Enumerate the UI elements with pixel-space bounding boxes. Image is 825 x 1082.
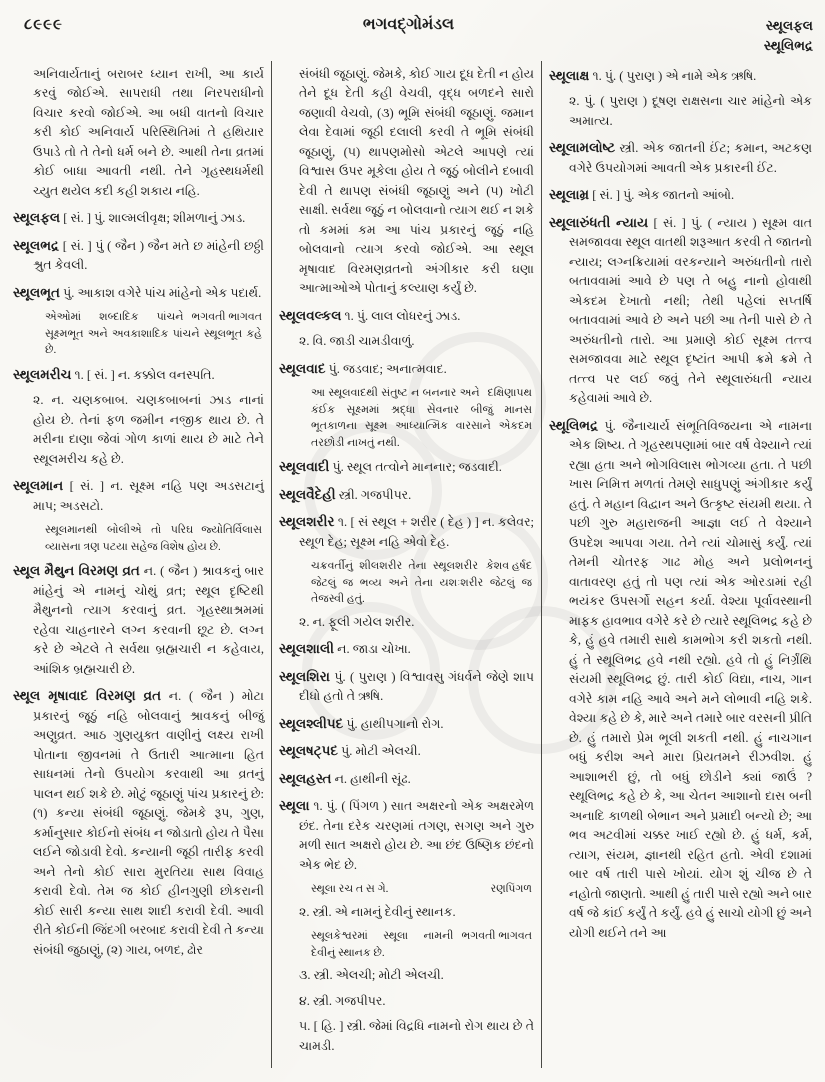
entry-definition: સ્ત્રી. એક જાતની ઈંટ; કમાન, અટકણ વગેરે ઉપયોગમાં આવતી એક પ્રકારની ઈંટ. [569, 141, 812, 175]
sense-item [279, 1017, 534, 1056]
paragraph-text: ૪. સ્ત્રી. ગજપીપર. [299, 993, 386, 1008]
column-2 [272, 61, 542, 1069]
dictionary-entry [279, 358, 534, 380]
folio-keywords [683, 16, 813, 57]
dictionary-entry [13, 560, 264, 679]
entry-headword: સ્થૂલિભદ્ર [549, 417, 599, 433]
entry-headword: સ્થૂલફલ [13, 210, 61, 225]
sense-item [279, 992, 534, 1012]
entry-headword: સ્થૂલ મૃષાવાદ વિરમણ વ્રત [13, 688, 162, 703]
entry-headword: સ્થૂલ મૈથુન વિરમણ વ્રત [13, 563, 140, 578]
page-number: ૮૯૯૯ [24, 17, 63, 33]
quote-text: સ્થૂલમાનથી બોલીએ તો પરિઘ વ્યાસના ત્રણ પટયા સહેજ વિશેષ હોય છે. [45, 524, 221, 553]
entry-headword: સ્થૂલા [279, 798, 310, 813]
dictionary-entry [13, 235, 264, 276]
paragraph-text: ૩. સ્ત્રી. એલચી; મોટી એલચી. [299, 968, 444, 982]
entry-headword: સ્થૂલવાદી [279, 459, 330, 474]
quote-text: આ સ્થૂલવાદથી સંતુષ્ટ ન બનનાર અને કંઈક સૂક્ષ્મમાં શ્રદ્ધા સેવનાર બીજું માનસ ભૂતકાળના સૂક્ષ્મ આધ્યાત્મિક વારસાને એકદમ તરછોડી નાખતું નથી. [311, 387, 532, 449]
paragraph-text: ૨. સ્ત્રી. એ નામનું દેવીનું સ્થાનક. [299, 904, 456, 919]
folio-keyword-bottom: સ્થૂલિભદ્ર [763, 38, 813, 54]
entry-headword: સ્થૂલશાલી [279, 641, 335, 656]
entry-headword: સ્થૂલામલોષ્ટ [549, 140, 616, 155]
continuation-text [13, 65, 264, 202]
dictionary-entry [13, 364, 264, 386]
dictionary-entry [549, 184, 812, 206]
text-columns [0, 59, 825, 1069]
quote-source: રણપિંગળ [490, 883, 532, 895]
dictionary-entry [279, 305, 534, 327]
entry-headword: સ્થૂલશરીર [279, 514, 335, 529]
entry-headword: સ્થૂલામ્ર [549, 187, 590, 202]
dictionary-entry [279, 511, 534, 552]
paragraph-text: ૨. ન. ચણકબાબ. ચણકબાબનાં ઝાડ નાનાં હોય છે. તેનાં ફળ જમીન નજીક થાય છે. તે મરીના દાણા જેવાં ગોળ કાળાં થાય છે માટે તેને સ્થૂલમરીચ કહે છે. [33, 393, 264, 466]
entry-headword: સ્થૂલવલ્કલ [279, 307, 342, 323]
quote-text: ચક્રવર્તીનું શીલશરીર તેના સ્થૂલશરીર જેટલું જ ભવ્ય અને તેના યશઃશરીર જેટલું જ તેજસ્વી હતું. [311, 560, 532, 605]
entry-headword: સ્થૂલવૈદેહી [279, 486, 336, 502]
entry-definition: ન. હાથીની સૂંઢ. [334, 771, 411, 786]
dictionary-entry [549, 415, 812, 944]
column-1 [6, 61, 272, 1069]
sense-item [279, 613, 534, 633]
citation-quote [279, 385, 534, 451]
column-3 [542, 61, 819, 1069]
entry-definition: [ સં. ] પું. શાલ્મલીવૃક્ષ; શીમળાનું ઝાડ. [63, 211, 246, 225]
citation-quote [13, 522, 264, 555]
entry-headword: સ્થૂલવાદ [279, 360, 326, 376]
entry-headword: સ્થૂલભદ્ર [13, 237, 60, 253]
entry-definition: પું. જૈનાચાર્ય સંભૂતિવિજયના એ નામના એક શિષ્ય. તે ગૃહસ્થપણામાં બાર વર્ષ વેશ્યાને ત્યાં રહ્યા હતા અને ભોગવિલાસ ભોગવ્યા હતા. તે પછી ખાસ નિમિત્ત મળતાં તેમણે સાધુપણું અંગીકાર કર્યું હતું. તે મહાન વિદ્વાન અને ઉત્કૃષ્ટ સંયમી થયા. તે પછી ગુરુ મહારાજની આજ્ઞા લઈ તે વેશ્યાને ઉપદેશ આપવા ગયા. તેને ત્યાં ચોમાસું કર્યું. ત્યાં તેમની ચોતરફ ગાઢ મોહ અને પ્રલોભનનું વાતાવરણ હતું તો પણ ત્યાં એક ઓરડામાં રહી ભયંકર ઉપસર્ગો સહન કર્યા. વેશ્યા પૂર્વાવસ્થાની માફક હાવભાવ વગેરે કરે છે ત્યારે સ્થૂલિભદ્ર કહે છે કે, હું હવે તમારી સાથે કામભોગ કરી શકતો નથી. હું તે સ્થૂલિભદ્ર હવે નથી રહ્યો. હવે તો હું નિર્ગ્રંથિ સંયમી સ્થૂલિભદ્ર છું. તારી કોઈ વિદ્યા, નાચ, ગાન વગેરે કામ નહિ આવે અને મને લોભાવી નહિ શકે. વેશ્યા કહે છે કે, મારે અને તમારે બાર વરસની પ્રીતિ છે. હું તમારો પ્રેમ ભૂલી શકતી નથી. હું નાચગાન બધું કરીશ અને મારા પ્રિયતમને રીઝવીશ. હું આશાભરી છું, તો બધું છોડીને ક્યાં જાઉં ? સ્થૂલિભદ્ર કહે છે કે, આ ચેતન આશાનો દાસ બની અનાદિ કાળથી બેભાન અને પ્રમાદી બન્યો છે; આ ભવ અટવીમાં ચક્કર ખાઈ રહ્યો છે. હું ધર્મ, કર્મ, ત્યાગ, સંયમ, જ્ઞાનથી રહિત હતો. એવી દશામાં બાર વર્ષ તારી પાસે ખોયાં. યોગ શું ચીજ છે તે નહોતો જાણતો. આથી હું તારી પાસે રહ્યો અને બાર વર્ષ જે કાંઈ કર્યું તે કર્યું. હવે હું સાચો યોગી છું અને યોગી થઈને તને આ [569, 418, 813, 940]
sense-item [279, 332, 534, 352]
entry-headword: સ્થૂલશિરા [279, 668, 330, 684]
quote-text: એઓમાં શબ્દાદિક પાંચને સૂક્ષ્મભૂત અને અવકાશાદિક પાંચને સ્થૂલભૂત કહે છે. [45, 311, 262, 356]
entry-definition: પું. જડવાદ; અનાત્મવાદ. [328, 361, 447, 376]
dictionary-entry [13, 475, 264, 516]
entry-headword: સ્થૂલાક્ષ [549, 67, 590, 83]
citation-quote [279, 558, 534, 608]
quote-text: સ્થૂલા રચ ત સ ગે. [311, 883, 389, 895]
citation-quote [279, 881, 534, 898]
entry-definition: પું. સ્થૂલ તત્વોને માનનાર; જડવાદી. [332, 460, 502, 474]
entry-definition: પું. આકાશ વગેરે પાંચ માંહેનો એક પદાર્થ. [63, 285, 262, 300]
page-title: ભગવદ્ગોમંડલ [362, 16, 455, 33]
dictionary-entry [279, 740, 534, 762]
paragraph-text: ૨. પું. ( પુરાણ ) દૂષણ રાક્ષસના ચાર માંહેનો એક અમાત્ય. [569, 94, 812, 128]
entry-headword: સ્થૂલારુંધતી ન્યાય [549, 214, 649, 230]
dictionary-entry [279, 795, 534, 875]
paragraph-text: ૨. ન. ફૂલી ગયેલ શરીર. [299, 614, 415, 629]
citation-quote [13, 309, 264, 359]
entry-definition: ન. જાડા ચોખા. [337, 642, 411, 656]
sense-item [279, 966, 534, 986]
sense-item [13, 391, 264, 469]
paragraph-text: અનિવાર્યતાનું બરાબર ધ્યાન રાખી, આ કાર્ય કરવું જોઈએ. સાપરાધી તથા નિરપરાધીનો વિચાર કરવો જોઈએ. આ બધી વાતનો વિચાર કરી કોઈ અનિવાર્ય પરિસ્થિતિમાં તે હથિયાર ઉપાડે તો તે તેનો ધર્મ બને છે. આથી તેના વ્રતમાં કોઈ બાધા આવતી નથી. તેને ગૃહસ્થધર્મથી ચ્યુત થયેલ કદી કહી શકાય નહિ. [33, 66, 264, 198]
paragraph-text: ૨. વિ. જાડી ચામડીવાળું. [299, 334, 415, 348]
sense-item [279, 903, 534, 923]
entry-definition: [ સં. ] પું. એક જાતનો આંબો. [592, 188, 735, 202]
entry-definition: સ્ત્રી. ગજપીપર. [338, 487, 412, 502]
dictionary-entry [279, 484, 534, 506]
dictionary-entry [13, 282, 264, 304]
quote-source: દક્ષિણાપથ [487, 387, 532, 399]
dictionary-entry [549, 65, 812, 87]
sense-item [549, 92, 812, 131]
entry-headword: સ્થૂલષટ્પદ [279, 743, 338, 758]
entry-definition: [ સં. ] પું ( જૈન ) જૈન મતે છ માંહેની છઠ્ઠી શ્રુત કેવલી. [33, 238, 264, 272]
entry-definition: [ સં. ] પું. ( ન્યાય ) સૂક્ષ્મ વાત સમજાવવા સ્થૂલ વાતથી શરૂઆત કરવી તે જાતનો ન્યાય; લગ્નક્રિયામાં વરકન્યાને અરુંધતીનો તારો બતાવવામાં આવે છે પણ તે બહુ નાનો હોવાથી એકદમ દેખાતો નથી; તેથી પહેલાં સપ્તર્ષિ બતાવવામાં આવે છે અને પછી આ તેની પાસે છે તે અરુંધતીનો તારો. આ પ્રમાણે કોઈ સૂક્ષ્મ તત્ત્વ સમજાવવા માટે સ્થૂલ દૃષ્ટાંત આપી ક્રમે ક્રમે તે તત્ત્વ પર લઈ જવું તેને સ્થૂલારુંધતી ન્યાય કહેવામાં આવે છે. [569, 215, 813, 405]
entry-headword: સ્થૂલમરીચ [13, 366, 72, 382]
paragraph-text: સંબંધી જૂઠાણું. જેમકે, કોઈ ગાય દૂધ દેતી ન હોય તેને દૂધ દેતી કહી વેચવી, વૃદ્ધ બળદને સારો જણાવી વેચવો, (૩) ભૂમિ સંબંધી જૂઠાણું. જમાન લેવા દેવામાં જૂઠી દલાલી કરવી તે ભૂમિ સંબંધી જૂઠાણું, (૫) થાપણમોસો એટલે આપણે ત્યાં વિશ્વાસ ઉપર મૂકેલા હોય તે જૂઠું બોલીને દબાવી દેવી તે થાપણ સંબંધી જૂઠાણું અને (૫) ખોટી સાક્ષી. સર્વથા જૂઠું ન બોલવાનો ત્યાગ થઈ ન શકે તો કમમાં કમ આ પાંચ પ્રકારનું જૂઠું નહિ બોલવાનો ત્યાગ કરવો જોઈએ. આ સ્થૂલ મૃષાવાદ વિરમણવ્રતનો અંગીકાર કરી ઘણા આત્માઓએ પોતાનું કલ્યાણ કર્યું છે. [299, 66, 534, 295]
paragraph-text: ૫. [ હિ. ] સ્ત્રી. જેમાં વિદ્રધિ નામનો રોગ થાય છે તે ચામડી. [299, 1019, 534, 1053]
dictionary-entry [279, 456, 534, 478]
entry-definition: પું. મોટી એલચી. [341, 744, 421, 758]
folio-keyword-top: સ્થૂલફલ [765, 18, 813, 33]
entry-definition: ૧. પું. ( પિંગળ ) સાત અક્ષરનો એક અક્ષરમેળ છંદ. તેના દરેક ચરણમાં તગણ, સગણ અને ગુરુ મળી સાત અક્ષરો હોય છે. આ છંદ ઉષ્ણિક છંદનો એક ભેદ છે. [299, 799, 535, 872]
dictionary-entry [549, 137, 812, 178]
dictionary-entry [549, 212, 812, 409]
continuation-text [279, 65, 534, 299]
entry-definition: ૧. [ સં. ] ન. કક્કોલ વનસ્પતિ. [74, 367, 215, 382]
entry-definition: [ સં. ] ન. સૂક્ષ્મ નહિ પણ અડસટાનું માપ; અડસટો. [33, 479, 265, 513]
entry-definition: પું. ( પુરાણ ) વિશ્વાવસુ ગંધર્વને જેણે શાપ દીધો હતો તે ઋષિ. [299, 669, 534, 703]
entry-definition: ૧. પું. ( પુરાણ ) એ નામે એક ઋષિ. [592, 68, 757, 83]
entry-headword: સ્થૂલહસ્ત [279, 770, 332, 786]
entry-headword: સ્થૂલશ્લીપદ [279, 715, 344, 731]
dictionary-entry [13, 685, 264, 960]
quote-source: ભગવતી ભાગવત [191, 311, 262, 323]
dictionary-entry [13, 207, 264, 229]
page-header [0, 0, 825, 59]
citation-quote [279, 928, 534, 961]
dictionary-entry [279, 768, 534, 790]
quote-text: સ્થૂલકેશ્વરમાં સ્થૂલા નામની દેવીનું સ્થાનક છે. [311, 930, 454, 959]
dictionary-entry [279, 666, 534, 707]
entry-definition: ન. ( જૈન ) મોટા પ્રકારનું જૂઠું નહિ બોલવાનું શ્રાવકનું બીજું અણુવ્રત. આઠ ગુણયુક્ત વાણીનું લક્ષ્ય રાખી પોતાના જીવનમાં તે ઉતારી આત્માના હિત સાધનમાં તેનો ઉપયોગ કરવાથી આ વ્રતનું પાલન થઈ શકે છે. મોટું જૂઠાણું પાંચ પ્રકારનું છે: (૧) કન્યા સંબંધી જૂઠાણું. જેમકે રૂપ, ગુણ, કર્માનુસાર કોઈનો સંબંધ ન જોડાતો હોય તે પૈસા લઈને જોડાવી દેવો. કન્યાની જૂઠી તારીફ કરવી અને તેનો કોઈ સારા મુરતિયા સાથ વિવાહ કરાવી દેવો. તેમ જ કોઈ હીનગુણી છોકરાની કોઈ સારી કન્યા સાથ શાદી કરાવી દેવી. આવી રીતે કોઈની જિંદગી બરબાદ કરાવી દેવી તે કન્યા સંબંધી જુઠાણું, (૨) ગાય, બળદ, ઢોર [33, 689, 264, 957]
quote-source: જ્યોતિર્વિલાસ [201, 524, 262, 536]
entry-definition: ન. ( જૈન ) શ્રાવકનું બાર માંહેનું એ નામનું ચોથું વ્રત; સ્થૂલ દૃષ્ટિથી મૈથુનનો ત્યાગ કરવાનું વ્રત. ગૃહસ્થાશ્રમમાં રહેવા ચાહનારને લગ્ન કરવાની છૂટ છે. લગ્ન કરે છે એટલે તે સર્વથા બ્રહ્મચારી ન કહેવાય, આંશિક બ્રહ્મચારી છે. [33, 564, 265, 676]
quote-source: કેશવ હર્ષદ [486, 560, 532, 572]
entry-definition: ૧. પું. લાલ લોધરનું ઝાડ. [344, 308, 461, 323]
dictionary-entry [279, 638, 534, 660]
entry-definition: ૧. [ સં સ્થૂલ + શરીર ( દેહ ) ] ન. કલેવર; સ્થૂળ દેહ; સૂક્ષ્મ નહિ એવો દેહ. [299, 515, 535, 549]
entry-headword: સ્થૂલભૂત [13, 284, 60, 300]
entry-definition: પું. હાથીપગાનો રોગ. [346, 716, 444, 731]
dictionary-entry [279, 713, 534, 735]
entry-headword: સ્થૂલમાન [13, 478, 64, 493]
quote-source: ભગવતી ભાગવત [461, 930, 532, 942]
